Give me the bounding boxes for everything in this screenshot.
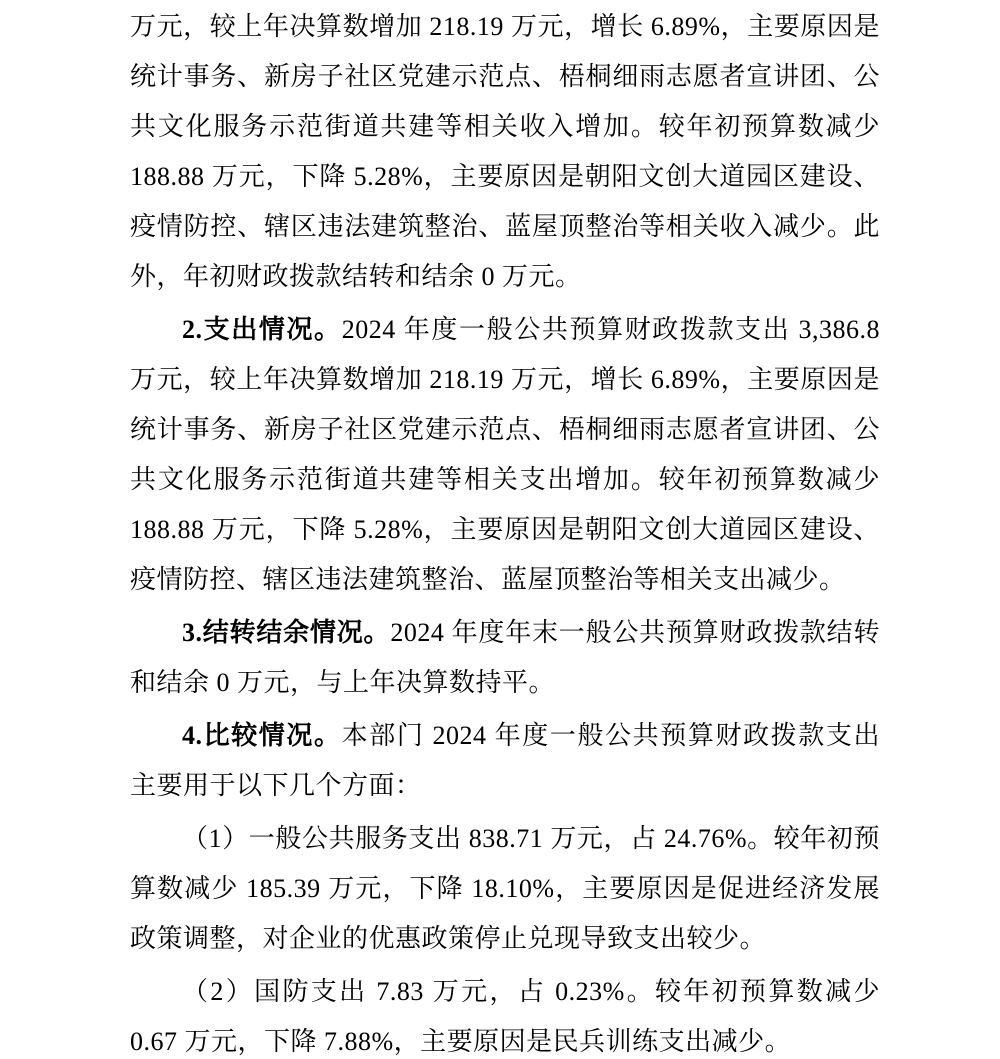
paragraph-comparison-text: 本部门 2024 年度一般公共预算财政拨款支出主要用于以下几个方面： xyxy=(130,721,880,800)
paragraph-expenditure-heading: 2.支出情况。 xyxy=(182,315,342,344)
paragraph-item-1-text: （1）一般公共服务支出 838.71 万元，占 24.76%。较年初预算数减少 185.39 万元，下降 18.10%，主要原因是促进经济发展政策调整，对企业的优惠政策停止兑现导致支出较少。 xyxy=(130,824,880,953)
paragraph-carryover-balance-text: 2024 年度年末一般公共预算财政拨款结转和结余 0 万元，与上年决算数持平。 xyxy=(130,618,880,697)
paragraph-comparison xyxy=(130,711,880,811)
paragraph-comparison-heading: 4.比较情况。 xyxy=(182,721,342,750)
paragraph-income-continuation xyxy=(130,2,887,302)
paragraph-item-1-general-public-services xyxy=(130,814,880,964)
paragraph-carryover-balance-heading: 3.结转结余情况。 xyxy=(182,618,391,647)
paragraph-item-2-text: （2）国防支出 7.83 万元，占 0.23%。较年初预算数减少 0.67 万元，下降 7.88%，主要原因是民兵训练支出减少。 xyxy=(130,977,887,1056)
paragraph-expenditure xyxy=(130,305,887,605)
paragraph-income-continuation-text: 万元，较上年决算数增加 218.19 万元，增长 6.89%，主要原因是统计事务、新房子社区党建示范点、梧桐细雨志愿者宣讲团、公共文化服务示范街道共建等相关收入增加。较年初预算数减少 188.88 万元，下降 5.28%，主要原因是朝阳文创大道园区建设、疫情防控、辖区违法建筑整治、蓝屋顶整治等相关收入减少。此外，年初财政拨款结转和结余 0 万元。 xyxy=(130,12,887,291)
paragraph-carryover-balance xyxy=(130,608,880,708)
paragraph-expenditure-text: 2024 年度一般公共预算财政拨款支出 3,386.8 万元，较上年决算数增加 218.19 万元，增长 6.89%，主要原因是统计事务、新房子社区党建示范点、梧桐细雨志愿者宣讲团、公共文化服务示范街道共建等相关支出增加。较年初预算数减少 188.88 万元，下降 5.28%，主要原因是朝阳文创大道园区建设、疫情防控、辖区违法建筑整治、蓝屋顶整治等相关支出减少。 xyxy=(130,315,887,594)
paragraph-item-2-national-defense xyxy=(130,967,887,1059)
